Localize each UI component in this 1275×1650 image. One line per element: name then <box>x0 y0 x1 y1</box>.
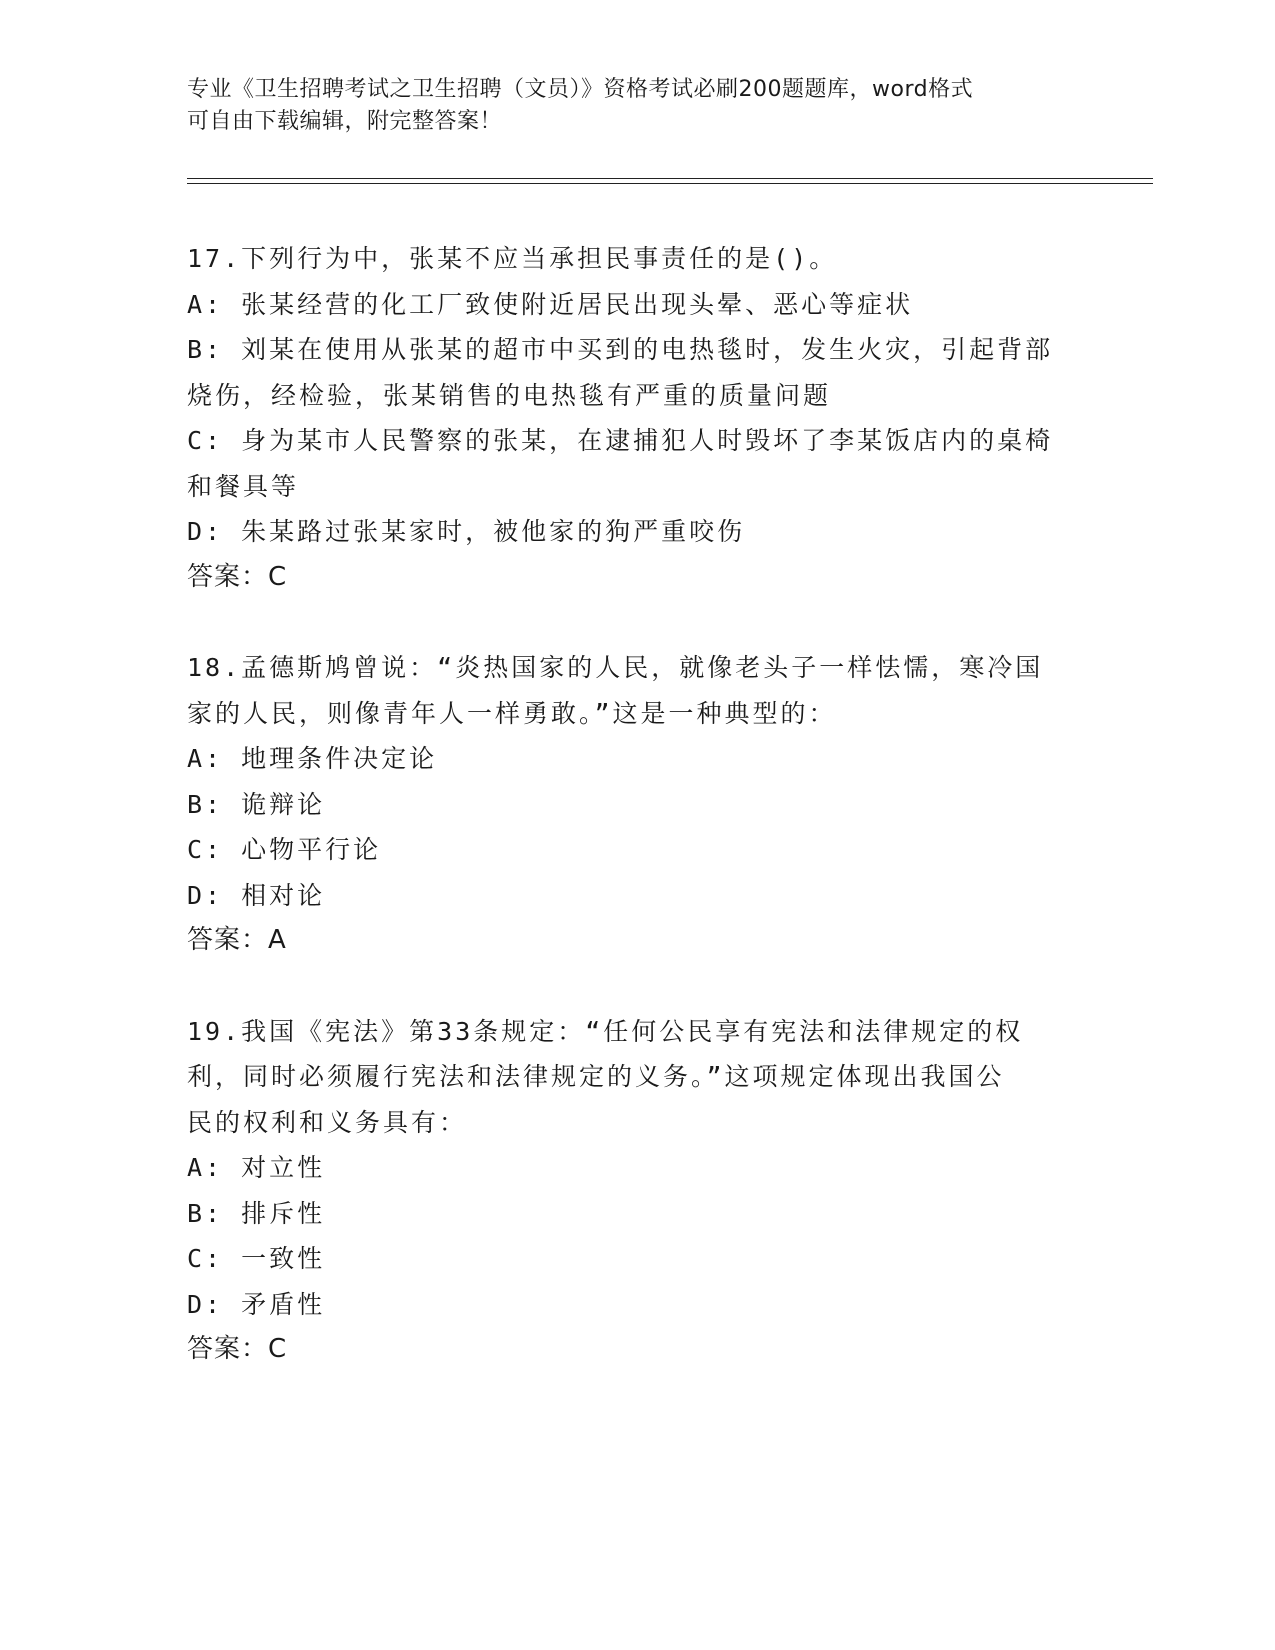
document-header <box>187 74 1087 138</box>
option-c: C: 心物平行论 <box>187 835 382 864</box>
header-divider-top <box>187 178 1153 179</box>
option-b: B: 诡辩论 <box>187 789 326 819</box>
header-line-1: 专业《卫生招聘考试之卫生招聘（文员）》资格考试必刷200题题库，word格式 <box>187 77 974 102</box>
answer-label: 答案： <box>187 925 269 955</box>
question-stem: 17.下列行为中，张某不应当承担民事责任的是()。 <box>187 244 838 273</box>
answer-value: C <box>268 1334 288 1364</box>
answer-value: C <box>268 561 288 592</box>
question-stem: 19.我国《宪法》第33条规定：“任何公民享有宪法和法律规定的权 <box>187 1016 1024 1046</box>
option-b: B: 排斥性 <box>187 1198 326 1228</box>
question-list <box>187 236 1087 1418</box>
option-d: D: 相对论 <box>187 880 326 910</box>
answer-label: 答案： <box>187 561 269 592</box>
answer-value: A <box>268 925 287 955</box>
header-divider-bottom <box>187 183 1153 184</box>
option-b-continued: 烧伤，经检验，张某销售的电热毯有严重的质量问题 <box>187 380 832 410</box>
option-c-continued: 和餐具等 <box>187 471 300 501</box>
question-stem: 18.孟德斯鸠曾说：“炎热国家的人民，就像老头子一样怯懦，寒冷国 <box>187 653 1044 682</box>
question-stem-continued: 利，同时必须履行宪法和法律规定的义务。”这项规定体现出我国公 <box>187 1062 1005 1091</box>
header-line-2: 可自由下载编辑，附完整答案！ <box>187 109 503 134</box>
option-a: A: 张某经营的化工厂致使附近居民出现头晕、恶心等症状 <box>187 289 914 319</box>
option-b: B: 刘某在使用从张某的超市中买到的电热毯时，发生火灾，引起背部 <box>187 335 1054 364</box>
answer-label: 答案： <box>187 1334 269 1364</box>
answer-line <box>187 918 1087 964</box>
question-17 <box>187 236 1087 600</box>
option-c: C: 身为某市人民警察的张某，在逮捕犯人时毁坏了李某饭店内的桌椅 <box>187 426 1054 455</box>
answer-line <box>187 555 1087 601</box>
question-19 <box>187 1009 1087 1373</box>
answer-line <box>187 1327 1087 1373</box>
option-a: A: 对立性 <box>187 1153 326 1182</box>
option-d: D: 朱某路过张某家时，被他家的狗严重咬伤 <box>187 517 746 546</box>
option-a: A: 地理条件决定论 <box>187 744 438 773</box>
question-stem-continued: 民的权利和义务具有： <box>187 1107 468 1137</box>
question-18 <box>187 645 1087 964</box>
question-stem-continued: 家的人民，则像青年人一样勇敢。”这是一种典型的： <box>187 698 837 728</box>
option-d: D: 矛盾性 <box>187 1289 326 1319</box>
option-c: C: 一致性 <box>187 1244 326 1273</box>
